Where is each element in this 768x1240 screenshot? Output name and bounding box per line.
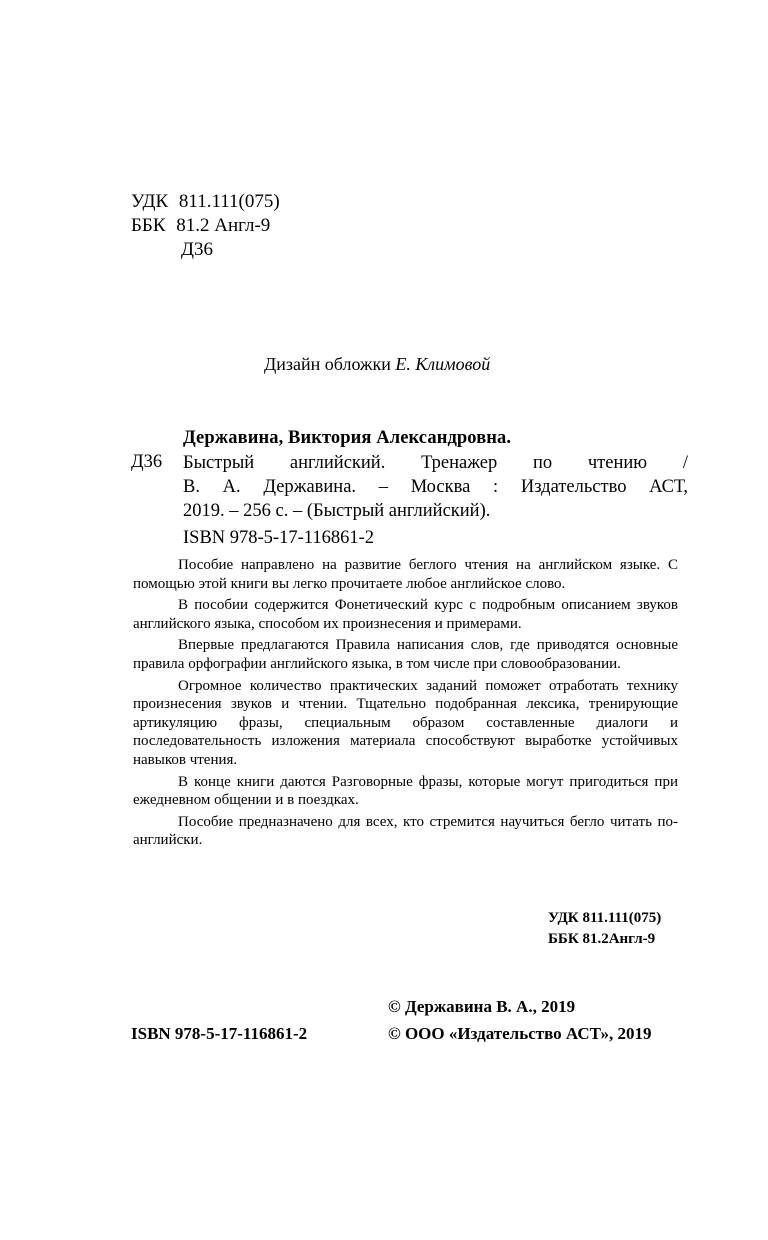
annotation-paragraph: В пособии содержится Фонетический курс с подробным описанием звуков английского языка, способом их произнесения и примерами.: [133, 597, 678, 632]
design-credit-prefix: Дизайн обложки: [264, 354, 391, 374]
author-mark: Д36: [181, 239, 213, 260]
bbk-line: [131, 214, 270, 238]
author-heading: Державина, Виктория Александровна.: [183, 428, 512, 448]
annotation-paragraph: В конце книги даются Разговорные фразы, которые могут пригодиться при ежедневном общении и в поездках.: [133, 773, 678, 809]
annotation: [133, 556, 678, 853]
annotation-paragraph: Впервые предлагаются Правила написания слов, где приводятся основные правила орфографии английского языка, в том числе при словообразовании.: [133, 637, 678, 672]
udk-value: 811.111(075): [178, 191, 280, 212]
annotation-paragraph: Огромное количество практических заданий поможет отработать технику произнесения звуков и чтении. Тщательно подобранная лексика, тренирующие артикуляцию фразы, специальным образом составленные диалоги и последовательность изложения материала способствуют выработке устойчивых навыков чтения.: [133, 677, 678, 768]
bibliographic-code: Д36: [131, 452, 163, 472]
design-credit: [264, 354, 490, 375]
bbk-label: ББК: [131, 215, 166, 236]
bbk-value: 81.2 Англ-9: [176, 215, 271, 236]
annotation-udk: УДК 811.111(075): [548, 910, 662, 926]
copyright-author: © Державина В. А., 2019: [388, 997, 576, 1016]
udk-line: [131, 190, 280, 214]
title-line-2: В. А. Державина. – Москва : Издательство АСТ,: [183, 477, 688, 497]
udk-label: УДК: [131, 191, 169, 212]
annotation-bbk: ББК 81.2Англ-9: [548, 931, 656, 947]
isbn-main: ISBN 978-5-17-116861-2: [183, 528, 374, 548]
copyright-publisher: © ООО «Издательство АСТ», 2019: [388, 1024, 652, 1043]
title-line-3: 2019. – 256 с. – (Быстрый английский).: [183, 501, 491, 521]
footer-isbn: ISBN 978-5-17-116861-2: [131, 1024, 308, 1043]
annotation-paragraph: Пособие направлено на развитие беглого чтения на английском языке. С помощью этой книги вы легко прочитаете любое английское слово.: [133, 557, 678, 592]
title-line-1: Быстрый английский. Тренажер по чтению /: [183, 453, 688, 473]
annotation-paragraph: Пособие предназначено для всех, кто стремится научиться бегло читать по-английски.: [133, 813, 678, 849]
design-credit-designer: Е. Климовой: [395, 354, 491, 374]
